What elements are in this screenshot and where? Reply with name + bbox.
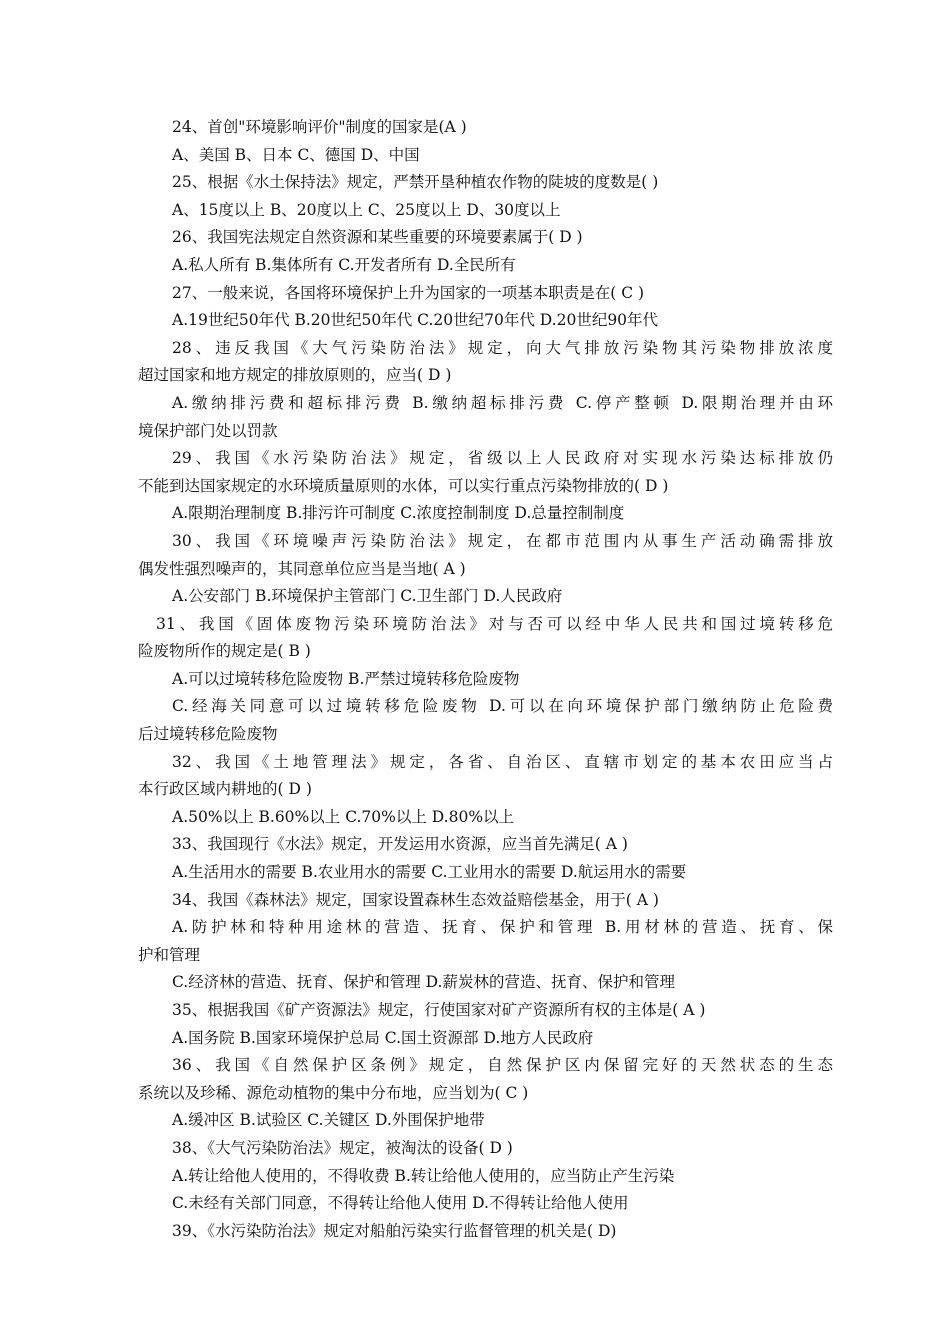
text-line: 险废物所作的规定是( B ): [138, 642, 311, 661]
text-line: 24、首创"环境影响评价"制度的国家是(A ): [172, 118, 467, 136]
text-line: A.国务院 B.国家环境保护总局 C.国土资源部 D.地方人民政府: [172, 1028, 594, 1047]
text-line: 25、根据《水土保持法》规定，严禁开垦种植农作物的陡坡的度数是( ): [172, 173, 659, 192]
text-line: 36、我国《自然保护区条例》规定，自然保护区内保留完好的天然状态的生态: [172, 1056, 833, 1075]
text-line: A.19世纪50年代 B.20世纪50年代 C.20世纪70年代 D.20世纪90年代: [172, 311, 659, 330]
text-line: A.生活用水的需要 B.农业用水的需要 C.工业用水的需要 D.航运用水的需要: [172, 863, 687, 882]
text-line: 境保护部门处以罚款: [138, 421, 278, 440]
text-line: 30、我国《环境噪声污染防治法》规定，在都市范围内从事生产活动确需排放: [172, 531, 833, 550]
text-line: 31、我国《固体废物污染环境防治法》对与否可以经中华人民共和国过境转移危: [156, 614, 833, 633]
text-line: A、美国 B、日本 C、德国 D、中国: [172, 145, 420, 164]
text-line: 33、我国现行《水法》规定，开发运用水资源，应当首先满足( A ): [172, 835, 628, 854]
text-line: 后过境转移危险废物: [138, 725, 278, 744]
text-line: A.缴纳排污费和超标排污费 B.缴纳超标排污费 C.停产整顿 D.限期治理并由环: [172, 393, 833, 412]
text-line: A.转让给他人使用的，不得收费 B.转让给他人使用的，应当防止产生污染: [172, 1166, 675, 1185]
text-line: 26、我国宪法规定自然资源和某些重要的环境要素属于( D ): [172, 228, 583, 247]
text-line: 32、我国《土地管理法》规定，各省、自治区、直辖市划定的基本农田应当占: [172, 752, 833, 771]
text-line: 35、根据我国《矿产资源法》规定，行使国家对矿产资源所有权的主体是( A ): [172, 1001, 706, 1019]
text-line: A.私人所有 B.集体所有 C.开发者所有 D.全民所有: [172, 255, 516, 274]
text-line: C.经海关同意可以过境转移危险废物 D.可以在向环境保护部门缴纳防止危险费: [172, 697, 833, 716]
text-line: A.可以过境转移危险废物 B.严禁过境转移危险废物: [172, 669, 520, 688]
text-line: 28、违反我国《大气污染防治法》规定，向大气排放污染物其污染物排放浓度: [172, 338, 833, 357]
text-line: 29、我国《水污染防治法》规定，省级以上人民政府对实现水污染达标排放仍: [172, 449, 833, 468]
text-line: C.未经有关部门同意，不得转让给他人使用 D.不得转让给他人使用: [172, 1194, 629, 1213]
text-line: 偶发性强烈噪声的，其同意单位应当是当地( A ): [138, 559, 466, 578]
text-line: 27、一般来说，各国将环境保护上升为国家的一项基本职责是在( C ): [172, 283, 645, 302]
text-line: A.限期治理制度 B.排污许可制度 C.浓度控制制度 D.总量控制制度: [172, 504, 625, 523]
text-line: C.经济林的营造、抚育、保护和管理 D.薪炭林的营造、抚育、保护和管理: [172, 973, 675, 992]
text-line: 超过国家和地方规定的排放原则的，应当( D ): [138, 366, 452, 385]
text-line: A.公安部门 B.环境保护主管部门 C.卫生部门 D.人民政府: [172, 587, 563, 606]
text-line: 38、《大气污染防治法》规定，被淘汰的设备( D ): [172, 1138, 513, 1157]
text-line: 不能到达国家规定的水环境质量原则的水体，可以实行重点污染物排放的( D ): [138, 476, 669, 495]
text-line: 本行政区域内耕地的( D ): [138, 780, 312, 799]
text-line: 护和管理: [138, 945, 201, 964]
text-line: 系统以及珍稀、源危动植物的集中分布地，应当划为( C ): [138, 1083, 529, 1102]
text-line: A.缓冲区 B.试验区 C.关键区 D.外围保护地带: [172, 1111, 485, 1130]
text-line: 34、我国《森林法》规定，国家设置森林生态效益赔偿基金，用于( A ): [172, 890, 659, 909]
text-line: A.防护林和特种用途林的营造、抚育、保护和管理 B.用材林的营造、抚育、保: [172, 918, 833, 937]
document-body: [138, 114, 833, 1245]
text-line: 39、《水污染防治法》规定对船舶污染实行监督管理的机关是( D): [172, 1221, 617, 1240]
text-line: A、15度以上 B、20度以上 C、25度以上 D、30度以上: [172, 200, 561, 219]
text-line: A.50%以上 B.60%以上 C.70%以上 D.80%以上: [172, 807, 515, 826]
